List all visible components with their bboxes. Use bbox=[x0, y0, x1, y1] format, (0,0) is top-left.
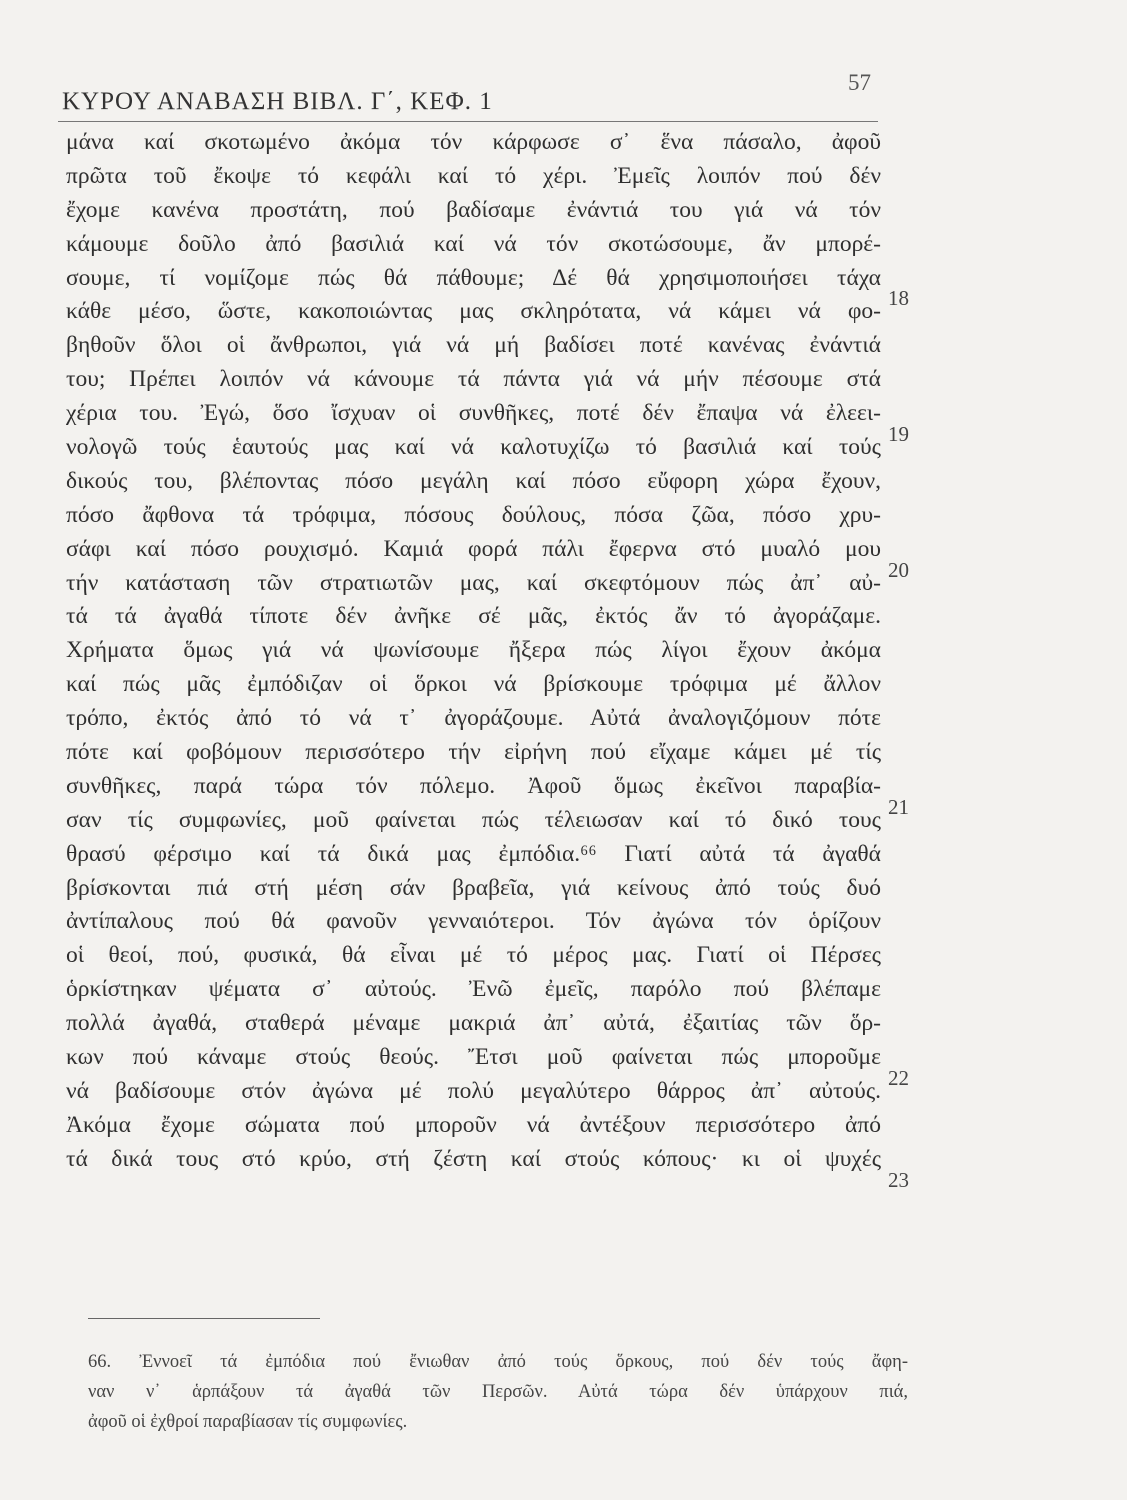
text-line: τήν κατάσταση τῶν στρατιωτῶν μας, καί σκεφτόμουν πώς ἀπ᾽ αὐ- bbox=[66, 569, 881, 596]
text-line: νά βαδίσουμε στόν ἀγώνα μέ πολύ μεγαλύτερο θάρρος ἀπ᾽ αὐτούς. bbox=[66, 1077, 881, 1104]
text-line: πότε καί φοβόμουν περισσότερο τήν εἰρήνη πού εἴχαμε κάμει μέ τίς bbox=[66, 739, 881, 766]
main-text bbox=[66, 126, 881, 1177]
footnote bbox=[88, 1347, 908, 1437]
text-line: νολογῶ τούς ἑαυτούς μας καί νά καλοτυχίζω τό βασιλιά καί τούς bbox=[66, 434, 881, 461]
text-line: πόσο ἄφθονα τά τρόφιμα, πόσους δούλους, πόσα ζῶα, πόσο χρυ- bbox=[66, 501, 881, 528]
text-line: κων πού κάναμε στούς θεούς. Ἔτσι μοῦ φαίνεται πώς μποροῦμε bbox=[66, 1044, 881, 1071]
text-line: Χρήματα ὅμως γιά νά ψωνίσουμε ἤξερα πώς λίγοι ἔχουν ἀκόμα bbox=[66, 637, 881, 664]
section-number: 23 bbox=[888, 1168, 909, 1192]
text-line: σουμε, τί νομίζομε πώς θά πάθουμε; Δέ θά χρησιμοποιήσει τάχα bbox=[66, 264, 881, 291]
text-line: βρίσκονται πιά στή μέση σάν βραβεῖα, γιά κείνους ἀπό τούς δυό bbox=[66, 874, 881, 901]
running-title: ΚΥΡΟΥ ΑΝΑΒΑΣΗ ΒΙΒΛ. Γ΄, ΚΕΦ. 1 bbox=[62, 88, 493, 115]
text-line: του; Πρέπει λοιπόν νά κάνουμε τά πάντα γιά νά μήν πέσουμε στά bbox=[66, 366, 881, 393]
section-number: 19 bbox=[888, 422, 909, 446]
text-line: ὁρκίστηκαν ψέματα σ᾽ αὐτούς. Ἐνῶ ἐμεῖς, παρόλο πού βλέπαμε bbox=[66, 976, 881, 1003]
section-number: 21 bbox=[888, 795, 909, 819]
text-line: δικούς του, βλέποντας πόσο μεγάλη καί πόσο εὔφορη χώρα ἔχουν, bbox=[66, 467, 881, 494]
text-line: καί πώς μᾶς ἐμπόδιζαν οἱ ὅρκοι νά βρίσκουμε τρόφιμα μέ ἄλλον bbox=[66, 671, 881, 698]
text-line: σαν τίς συμφωνίες, μοῦ φαίνεται πώς τέλειωσαν καί τό δικό τους bbox=[66, 806, 881, 833]
header-rule bbox=[58, 121, 878, 122]
section-number: 18 bbox=[888, 286, 909, 310]
text-line: ἀντίπαλους πού θά φανοῦν γενναιότεροι. Τόν ἀγώνα τόν ὁρίζουν bbox=[66, 908, 881, 935]
text-line: συνθῆκες, παρά τώρα τόν πόλεμο. Ἀφοῦ ὅμως ἐκεῖνοι παραβία- bbox=[66, 772, 881, 799]
text-line: πολλά ἀγαθά, σταθερά μέναμε μακριά ἀπ᾽ αὐτά, ἐξαιτίας τῶν ὅρ- bbox=[66, 1010, 881, 1037]
text-line: κάμουμε δοῦλο ἀπό βασιλιά καί νά τόν σκοτώσουμε, ἄν μπορέ- bbox=[66, 230, 881, 257]
text-line: κάθε μέσο, ὥστε, κακοποιώντας μας σκληρότατα, νά κάμει νά φο- bbox=[66, 298, 881, 325]
section-number: 22 bbox=[888, 1066, 909, 1090]
text-line: σάφι καί πόσο ρουχισμό. Καμιά φορά πάλι ἔφερνα στό μυαλό μου bbox=[66, 535, 881, 562]
text-line: ἔχομε κανένα προστάτη, πού βαδίσαμε ἐνάντιά του γιά νά τόν bbox=[66, 196, 881, 223]
text-line: βηθοῦν ὅλοι οἱ ἄνθρωποι, γιά νά μή βαδίσει ποτέ κανένας ἐνάντιά bbox=[66, 332, 881, 359]
text-line: τρόπο, ἐκτός ἀπό τό νά τ᾽ ἀγοράζουμε. Αὐτά ἀναλογιζόμουν πότε bbox=[66, 705, 881, 732]
text-line: Ἀκόμα ἔχομε σώματα πού μποροῦν νά ἀντέξουν περισσότερο ἀπό bbox=[66, 1111, 881, 1138]
text-line: χέρια του. Ἐγώ, ὅσο ἴσχυαν οἱ συνθῆκες, ποτέ δέν ἔπαψα νά ἐλεει- bbox=[66, 400, 881, 427]
text-line: μάνα καί σκοτωμένο ἀκόμα τόν κάρφωσε σ᾽ ἕνα πάσαλο, ἀφοῦ bbox=[66, 129, 881, 155]
text-line: οἱ θεοί, πού, φυσικά, θά εἶναι μέ τό μέρος μας. Γιατί οἱ Πέρσες bbox=[66, 942, 881, 969]
section-number: 20 bbox=[888, 558, 909, 582]
text-line: πρῶτα τοῦ ἔκοψε τό κεφάλι καί τό χέρι. Ἐμεῖς λοιπόν πού δέν bbox=[66, 162, 881, 189]
text-line: τά τά ἀγαθά τίποτε δέν ἀνῆκε σέ μᾶς, ἐκτός ἄν τό ἀγοράζαμε. bbox=[66, 603, 881, 630]
text-line: τά δικά τους στό κρύο, στή ζέστη καί στούς κόπους· κι οἱ ψυχές bbox=[66, 1145, 881, 1172]
running-header bbox=[60, 70, 875, 118]
page-number: 57 bbox=[848, 70, 871, 95]
text-line: θρασύ φέρσιμο καί τά δικά μας ἐμπόδια.⁶⁶ Γιατί αὐτά τά ἀγαθά bbox=[66, 840, 881, 867]
footnote-line: ναν ν᾽ ἁρπάξουν τά ἀγαθά τῶν Περσῶν. Αὐτά τώρα δέν ὑπάρχουν πιά, bbox=[88, 1382, 908, 1402]
footnote-line: 66. Ἐννοεῖ τά ἐμπόδια πού ἔνιωθαν ἀπό τούς ὅρκους, πού δέν τούς ἄφη- bbox=[88, 1352, 908, 1372]
footnote-line: ἀφοῦ οἱ ἐχθροί παραβίασαν τίς συμφωνίες. bbox=[88, 1412, 408, 1432]
footnote-rule bbox=[88, 1318, 320, 1319]
